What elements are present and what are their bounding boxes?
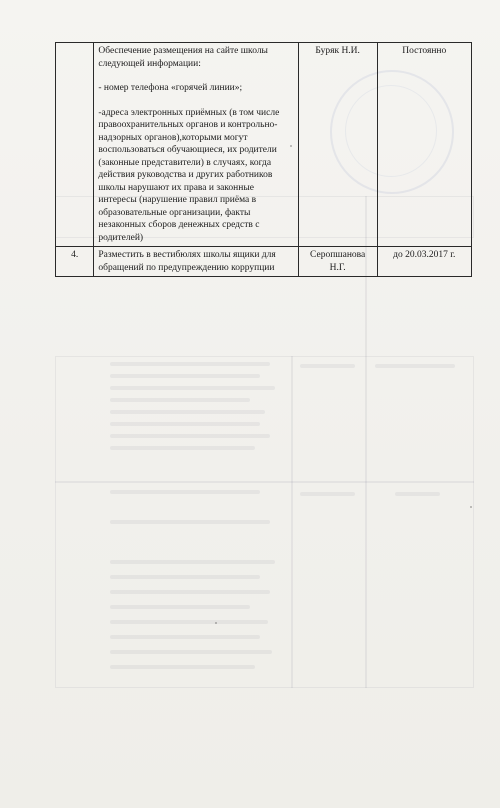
responsible-cell: Буряк Н.И. <box>298 43 377 247</box>
paper-speck <box>215 622 217 624</box>
plan-table <box>55 42 472 277</box>
ghost-text-line <box>395 492 440 496</box>
table-row <box>56 43 472 247</box>
task-paragraph: Обеспечение размещения на сайте школы следующей информации: <box>98 46 268 69</box>
ghost-text-line <box>300 492 355 496</box>
ghost-text-line <box>110 575 260 579</box>
ghost-text-line <box>110 410 265 414</box>
ghost-text-line <box>375 364 455 368</box>
row-number-cell: 4. <box>56 247 94 277</box>
ghost-text-line <box>110 620 268 624</box>
ghost-text-line <box>110 386 275 390</box>
ghost-text-line <box>110 560 275 564</box>
deadline-cell: Постоянно <box>377 43 471 247</box>
ghost-column-line <box>291 356 293 688</box>
ghost-text-line <box>110 446 255 450</box>
task-paragraph: Разместить в вестибюлях школы ящики для обращений по предупреждению коррупции <box>98 250 276 273</box>
ghost-text-line <box>110 650 272 654</box>
ghost-text-line <box>300 364 355 368</box>
table-row <box>56 247 472 277</box>
ghost-text-line <box>110 398 250 402</box>
ghost-text-line <box>110 635 260 639</box>
ghost-text-line <box>110 605 250 609</box>
ghost-table-row <box>55 481 474 688</box>
ghost-text-line <box>110 490 260 494</box>
ghost-text-line <box>110 374 260 378</box>
deadline-cell: до 20.03.2017 г. <box>377 247 471 277</box>
ghost-text-line <box>110 362 270 366</box>
responsible-cell: Серопшанова Н.Г. <box>298 247 377 277</box>
paper-speck <box>470 506 472 508</box>
task-cell <box>94 43 298 247</box>
task-paragraph: -адреса электронных приёмных (в том числе правоохранительных органов и контрольно-надзорных органов),которыми могут воспользоваться обучающиеся, их родители (законные представители) в случаях, когда действия руководства и других работников школы нарушают их права и законные интересы (нарушение правил приёма в образовательные организации, факты незаконных сборов денежных средств с родителей) <box>98 107 280 243</box>
task-cell <box>94 247 298 277</box>
ghost-text-line <box>110 520 270 524</box>
ghost-text-line <box>110 422 260 426</box>
ghost-text-line <box>110 665 255 669</box>
ghost-text-line <box>110 434 270 438</box>
task-paragraph: - номер телефона «горячей линии»; <box>98 83 243 93</box>
row-number-cell <box>56 43 94 247</box>
ghost-text-line <box>110 590 270 594</box>
